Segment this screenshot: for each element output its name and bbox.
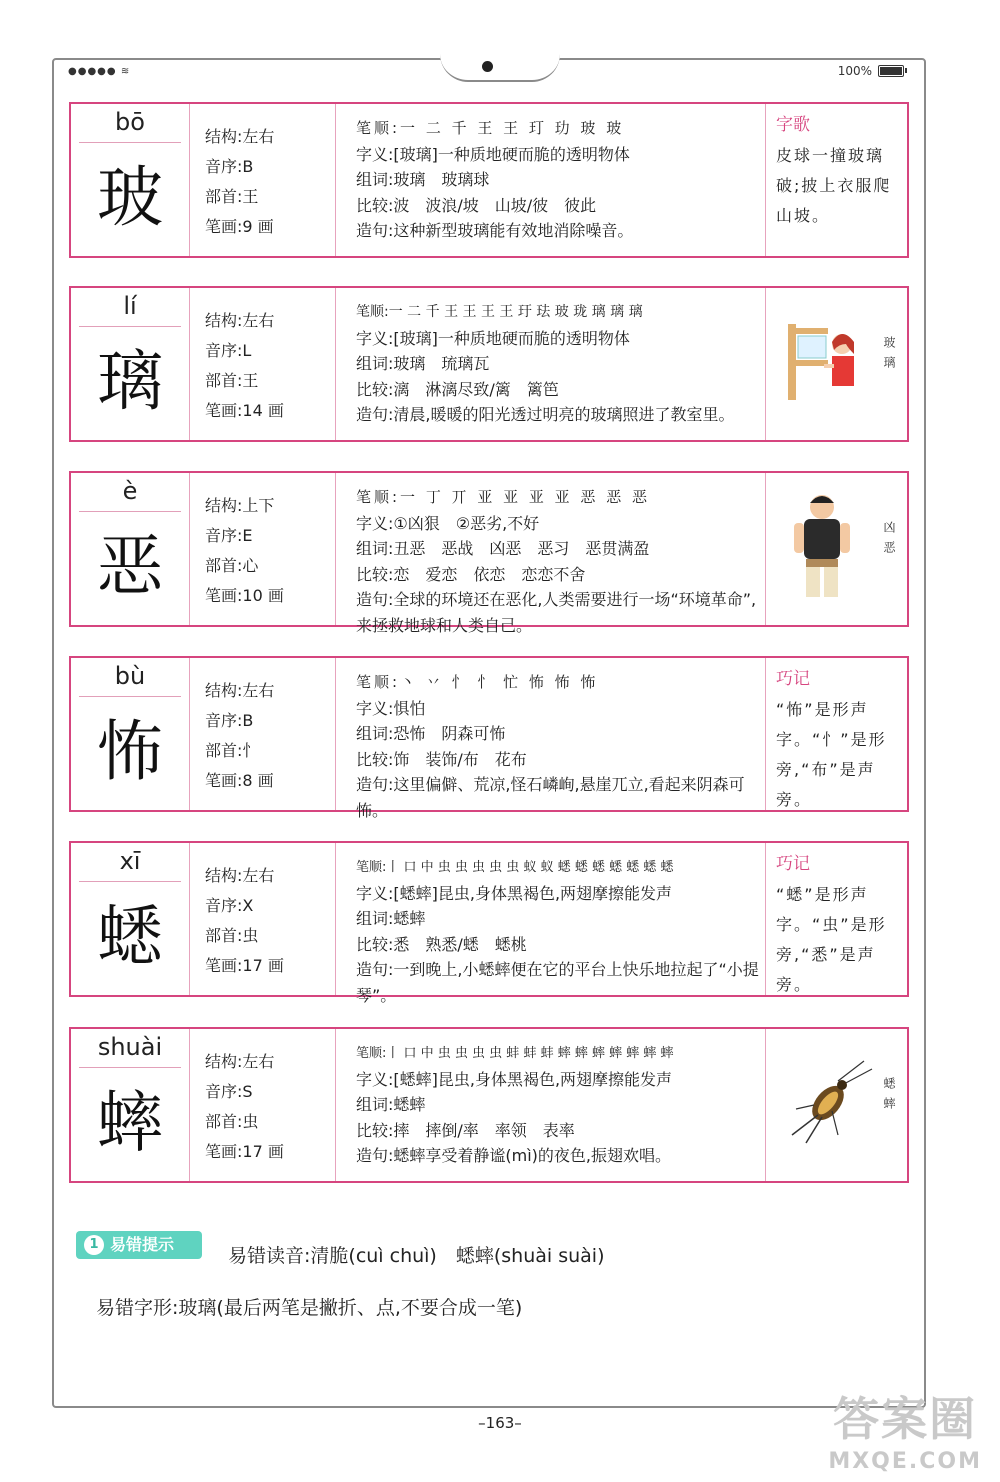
meaning: 字义:[蟋蟀]昆虫,身体黑褐色,两翅摩擦能发声 bbox=[356, 883, 673, 903]
hanzi: 恶 bbox=[97, 528, 163, 605]
char-column bbox=[71, 658, 190, 810]
angry-man-illustration bbox=[784, 487, 864, 607]
error-tip-badge bbox=[76, 1231, 202, 1259]
stroke-order: 笔顺:一 二 千 王 王 王 王 玗 珐 玻 珑 璃 璃 璃 bbox=[356, 304, 643, 320]
hanzi: 怖 bbox=[97, 713, 163, 790]
side-tag: 巧记 bbox=[776, 854, 810, 874]
battery-percent: 100% bbox=[837, 64, 872, 78]
pinyin-rule bbox=[79, 1067, 181, 1068]
sentence: 造句:全球的环境还在恶化,人类需要进行一场“环境革命”,来拯救地球和人类自己。 bbox=[356, 590, 757, 635]
camera-dot bbox=[482, 61, 493, 72]
order: 音序:B bbox=[205, 711, 254, 730]
words: 组词:玻璃 琉璃瓦 bbox=[356, 354, 490, 373]
meaning: 字义:①凶狠 ②恶劣,不好 bbox=[356, 513, 540, 533]
girl-window-illustration bbox=[784, 314, 864, 404]
char-card-li bbox=[69, 286, 909, 442]
watermark-logo bbox=[828, 1383, 982, 1474]
side-column bbox=[765, 843, 907, 995]
structure: 结构:左右 bbox=[205, 1052, 275, 1071]
radical: 部首:心 bbox=[205, 556, 259, 575]
structure: 结构:上下 bbox=[205, 496, 275, 515]
info-column bbox=[205, 122, 335, 242]
radical: 部首:王 bbox=[205, 371, 259, 390]
stroke-count: 笔画:14 画 bbox=[205, 401, 284, 420]
info-column bbox=[205, 491, 335, 611]
side-column bbox=[765, 104, 907, 256]
side-column bbox=[765, 658, 907, 810]
char-column bbox=[71, 843, 190, 995]
char-column bbox=[71, 473, 190, 625]
stroke-count: 笔画:17 画 bbox=[205, 956, 284, 975]
meaning: 字义:[玻璃]一种质地硬而脆的透明物体 bbox=[356, 328, 630, 348]
char-card-xi bbox=[69, 841, 909, 1005]
pinyin-rule bbox=[79, 881, 181, 882]
structure: 结构:左右 bbox=[205, 866, 275, 885]
compare: 比较:悉 熟悉/蟋 蟋桃 bbox=[356, 934, 527, 954]
hanzi: 玻 bbox=[97, 159, 163, 236]
pinyin: xī bbox=[119, 847, 141, 875]
signal-dots: ●●●●● bbox=[68, 66, 121, 77]
stroke-count: 笔画:8 画 bbox=[205, 771, 274, 790]
battery-status bbox=[838, 64, 904, 78]
stroke-order: 笔顺:丶 丷 忄 忄 忙 怖 怖 怖 bbox=[356, 673, 599, 691]
stroke-count: 笔画:17 画 bbox=[205, 1142, 284, 1161]
error-reading-tip: 易错读音:清脆(cuì chuì) 蟋蟀(shuài suài) bbox=[228, 1245, 605, 1267]
order: 音序:X bbox=[205, 896, 254, 915]
detail-column bbox=[335, 288, 765, 440]
hanzi: 璃 bbox=[97, 343, 163, 420]
pinyin: shuài bbox=[97, 1033, 163, 1061]
tip-badge-label: 易错提示 bbox=[110, 1235, 175, 1254]
radical: 部首:虫 bbox=[205, 1112, 259, 1131]
info-column bbox=[205, 676, 335, 796]
char-column bbox=[71, 104, 190, 256]
side-tag: 字歌 bbox=[776, 115, 810, 135]
side-text: “怖”是形声字。“忄”是形旁,“布”是声旁。 bbox=[776, 700, 887, 809]
wifi-icon: ≋ bbox=[120, 66, 131, 77]
tablet-notch bbox=[440, 54, 560, 82]
pinyin-rule bbox=[79, 142, 181, 143]
pinyin-rule bbox=[79, 696, 181, 697]
pinyin: bō bbox=[115, 108, 145, 136]
watermark-title: 答案圈 bbox=[833, 1392, 978, 1446]
words: 组词:蟋蟀 bbox=[356, 909, 426, 928]
stroke-order: 笔顺:丨 口 中 虫 虫 虫 虫 蚌 蚌 蚌 蟀 蟀 蟀 蟀 蟀 蟀 蟀 bbox=[356, 1046, 674, 1061]
illustration-label: 凶恶 bbox=[882, 521, 896, 561]
char-card-bu bbox=[69, 656, 909, 820]
structure: 结构:左右 bbox=[205, 127, 275, 146]
char-column bbox=[71, 288, 190, 440]
side-tag: 巧记 bbox=[776, 669, 810, 689]
detail-column bbox=[335, 473, 765, 635]
radical: 部首:虫 bbox=[205, 926, 259, 945]
cricket-illustration bbox=[786, 1059, 876, 1149]
hanzi: 蟀 bbox=[97, 1084, 163, 1161]
char-card-shuai bbox=[69, 1027, 909, 1183]
tip-number: 1 bbox=[84, 1235, 104, 1255]
side-text: “蟋”是形声字。“虫”是形旁,“悉”是声旁。 bbox=[776, 885, 887, 994]
pinyin-rule bbox=[79, 511, 181, 512]
stroke-count: 笔画:10 画 bbox=[205, 586, 284, 605]
compare: 比较:漓 淋漓尽致/篱 篱笆 bbox=[356, 379, 559, 399]
meaning: 字义:惧怕 bbox=[356, 698, 426, 718]
illustration-label: 玻璃 bbox=[882, 336, 896, 376]
sentence: 造句:清晨,暖暖的阳光透过明亮的玻璃照进了教室里。 bbox=[356, 405, 735, 424]
char-card-bo bbox=[69, 102, 909, 258]
battery-icon bbox=[878, 65, 904, 77]
side-text: 皮球一撞玻璃破;披上衣服爬山坡。 bbox=[776, 146, 892, 225]
order: 音序:B bbox=[205, 157, 254, 176]
illustration-label: 蟋蟀 bbox=[882, 1077, 896, 1117]
stroke-order: 笔顺:一 丁 丌 亚 亚 亚 亚 恶 恶 恶 bbox=[356, 488, 650, 506]
side-column bbox=[765, 288, 907, 440]
structure: 结构:左右 bbox=[205, 681, 275, 700]
detail-column bbox=[335, 658, 765, 820]
pinyin: è bbox=[122, 477, 138, 505]
meaning: 字义:[玻璃]一种质地硬而脆的透明物体 bbox=[356, 144, 630, 164]
compare: 比较:波 波浪/坡 山坡/彼 彼此 bbox=[356, 195, 597, 215]
words: 组词:玻璃 玻璃球 bbox=[356, 170, 490, 189]
pinyin: bù bbox=[114, 662, 146, 690]
words: 组词:蟋蟀 bbox=[356, 1095, 426, 1114]
meaning: 字义:[蟋蟀]昆虫,身体黑褐色,两翅摩擦能发声 bbox=[356, 1069, 673, 1089]
structure: 结构:左右 bbox=[205, 311, 275, 330]
sentence: 造句:一到晚上,小蟋蟀便在它的平台上快乐地拉起了“小提琴”。 bbox=[356, 960, 759, 1005]
words: 组词:丑恶 恶战 凶恶 恶习 恶贯满盈 bbox=[356, 539, 650, 558]
radical: 部首:忄 bbox=[205, 741, 259, 760]
sentence: 造句:蟋蟀享受着静谧(mì)的夜色,振翅欢唱。 bbox=[356, 1146, 671, 1165]
detail-column bbox=[335, 843, 765, 1005]
signal-indicator bbox=[68, 66, 130, 77]
detail-column bbox=[335, 1029, 765, 1181]
info-column bbox=[205, 861, 335, 981]
compare: 比较:摔 摔倒/率 率领 表率 bbox=[356, 1120, 575, 1140]
hanzi: 蟋 bbox=[97, 898, 163, 975]
stroke-order: 笔顺:丨 口 中 虫 虫 虫 虫 虫 蚁 蚁 蟋 蟋 蟋 蟋 蟋 蟋 蟋 bbox=[356, 860, 674, 875]
sentence: 造句:这里偏僻、荒凉,怪石嶙峋,悬崖兀立,看起来阴森可怖。 bbox=[356, 775, 745, 820]
pinyin-rule bbox=[79, 326, 181, 327]
order: 音序:E bbox=[205, 526, 253, 545]
error-form-tip: 易错字形:玻璃(最后两笔是撇折、点,不要合成一笔) bbox=[96, 1297, 523, 1319]
stroke-order: 笔顺:一 二 千 王 王 玎 玏 玻 玻 bbox=[356, 119, 625, 137]
pinyin: lí bbox=[123, 292, 137, 320]
order: 音序:L bbox=[205, 341, 252, 360]
order: 音序:S bbox=[205, 1082, 253, 1101]
side-column bbox=[765, 473, 907, 625]
info-column bbox=[205, 1047, 335, 1167]
radical: 部首:王 bbox=[205, 187, 259, 206]
detail-column bbox=[335, 104, 765, 256]
info-column bbox=[205, 306, 335, 426]
sentence: 造句:这种新型玻璃能有效地消除噪音。 bbox=[356, 221, 634, 240]
compare: 比较:恋 爱恋 依恋 恋恋不舍 bbox=[356, 564, 586, 584]
side-column bbox=[765, 1029, 907, 1181]
battery-fill bbox=[880, 67, 902, 75]
compare: 比较:饰 装饰/布 花布 bbox=[356, 749, 527, 769]
char-column bbox=[71, 1029, 190, 1181]
watermark-url: MXQE.COM bbox=[828, 1449, 982, 1474]
stroke-count: 笔画:9 画 bbox=[205, 217, 274, 236]
page-number: –163– bbox=[478, 1414, 522, 1432]
words: 组词:恐怖 阴森可怖 bbox=[356, 724, 506, 743]
char-card-e bbox=[69, 471, 909, 635]
